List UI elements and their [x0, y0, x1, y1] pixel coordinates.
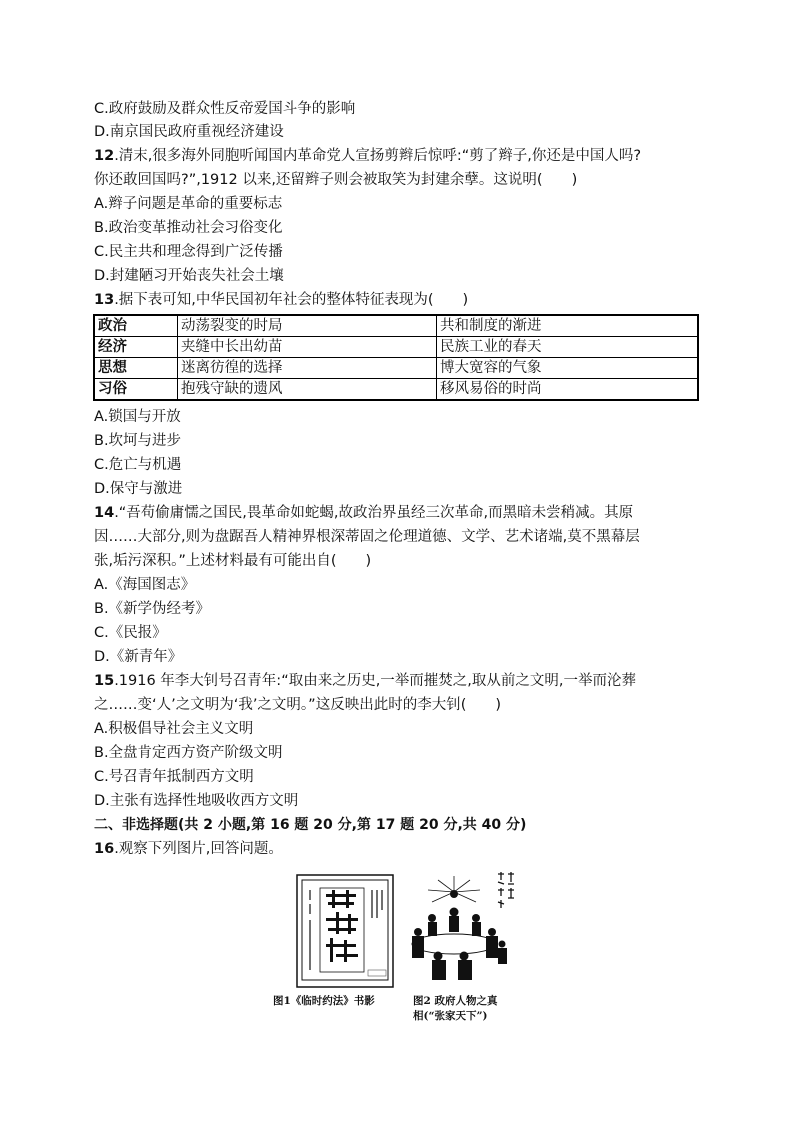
table-cell: 动荡裂变的时局 — [178, 315, 437, 337]
question-13-stem — [94, 289, 468, 311]
table-cell: 思想 — [94, 358, 178, 379]
question-12-stem — [94, 145, 641, 167]
feature-table — [93, 314, 699, 401]
option-line: A.《海国图志》 — [94, 577, 196, 593]
figure-2-cartoon — [402, 870, 522, 990]
figure-1-caption: 图1《临时约法》书影 — [273, 995, 375, 1007]
option-line: D.主张有选择性地吸收西方文明 — [94, 793, 299, 809]
question-number: 15 — [94, 673, 115, 689]
table-cell: 移风易俗的时尚 — [437, 379, 699, 401]
question-number: 16 — [94, 841, 115, 857]
option-line: D.南京国民政府重视经济建设 — [94, 124, 284, 140]
table-cell: 习俗 — [94, 379, 178, 401]
option-line: D.保守与激进 — [94, 481, 183, 497]
question-14-stem-cont: 因……大部分,则为盘踞吾人精神界根深蒂固之伦理道德、文学、艺术诸端,莫不黑幕层 — [94, 529, 640, 545]
table-cell: 夹缝中长出幼苗 — [178, 337, 437, 358]
option-line: A.积极倡导社会主义文明 — [94, 721, 254, 737]
question-text: .清末,很多海外同胞听闻国内革命党人宣扬剪辫后惊呼:“剪了辫子,你还是中国人吗? — [114, 148, 642, 164]
book-cover-image — [296, 874, 394, 988]
table-cell: 政治 — [94, 315, 178, 337]
question-number: 14 — [94, 505, 115, 521]
option-line: D.封建陋习开始丧失社会土壤 — [94, 268, 284, 284]
option-line: A.锁国与开放 — [94, 409, 181, 425]
option-line: D.《新青年》 — [94, 649, 183, 665]
table-row — [94, 379, 698, 401]
question-text: .1916 年李大钊号召青年:“取由来之历史,一举而摧焚之,取从前之文明,一举而沦葬 — [114, 673, 637, 689]
option-line: C.危亡与机遇 — [94, 457, 182, 473]
cartoon-image — [402, 870, 522, 986]
option-line: A.辫子问题是革命的重要标志 — [94, 196, 283, 212]
question-15-stem-cont: 之……变‘人’之文明为‘我’之文明。”这反映出此时的李大钊( ) — [94, 697, 502, 713]
question-text: .据下表可知,中华民国初年社会的整体特征表现为( ) — [114, 292, 469, 308]
option-line: C.民主共和理念得到广泛传播 — [94, 244, 283, 260]
question-text: .“吾苟偷庸懦之国民,畏革命如蛇蝎,故政治界虽经三次革命,而黑暗未尝稍减。其原 — [114, 505, 634, 521]
table-cell: 博大宽容的气象 — [437, 358, 699, 379]
question-text: .观察下列图片,回答问题。 — [114, 841, 283, 857]
option-line: C.政府鼓励及群众性反帝爱国斗争的影响 — [94, 101, 356, 117]
figure-2-caption-line-2: 相(“张家天下”) — [413, 1010, 488, 1022]
option-line: C.号召青年抵制西方文明 — [94, 769, 254, 785]
table-cell: 抱残守缺的遗风 — [178, 379, 437, 401]
option-line: B.政治变革推动社会习俗变化 — [94, 220, 283, 236]
table-cell: 共和制度的渐进 — [437, 315, 699, 337]
figure-1-book-cover — [296, 874, 394, 992]
table-cell: 迷离彷徨的选择 — [178, 358, 437, 379]
table-row — [94, 337, 698, 358]
table-row — [94, 358, 698, 379]
question-12-stem-cont: 你还敢回国吗?”,1912 以来,还留辫子则会被取笑为封建余孽。这说明( ) — [94, 172, 578, 188]
option-line: C.《民报》 — [94, 625, 167, 641]
option-line: B.全盘肯定西方资产阶级文明 — [94, 745, 283, 761]
question-number: 12 — [94, 148, 115, 164]
table-cell: 民族工业的春天 — [437, 337, 699, 358]
question-15-stem — [94, 670, 636, 692]
table-cell: 经济 — [94, 337, 178, 358]
question-number: 13 — [94, 292, 115, 308]
option-line: B.《新学伪经考》 — [94, 601, 211, 617]
table-row — [94, 315, 698, 337]
question-14-stem-cont: 张,垢污深积。”上述材料最有可能出自( ) — [94, 553, 372, 569]
question-16-stem — [94, 838, 283, 860]
option-line: B.坎坷与进步 — [94, 433, 182, 449]
question-14-stem — [94, 502, 633, 524]
section-heading: 二、非选择题(共 2 小题,第 16 题 20 分,第 17 题 20 分,共 40 分) — [94, 817, 527, 833]
figure-2-caption-line-1: 图2 政府人物之真 — [413, 995, 498, 1007]
